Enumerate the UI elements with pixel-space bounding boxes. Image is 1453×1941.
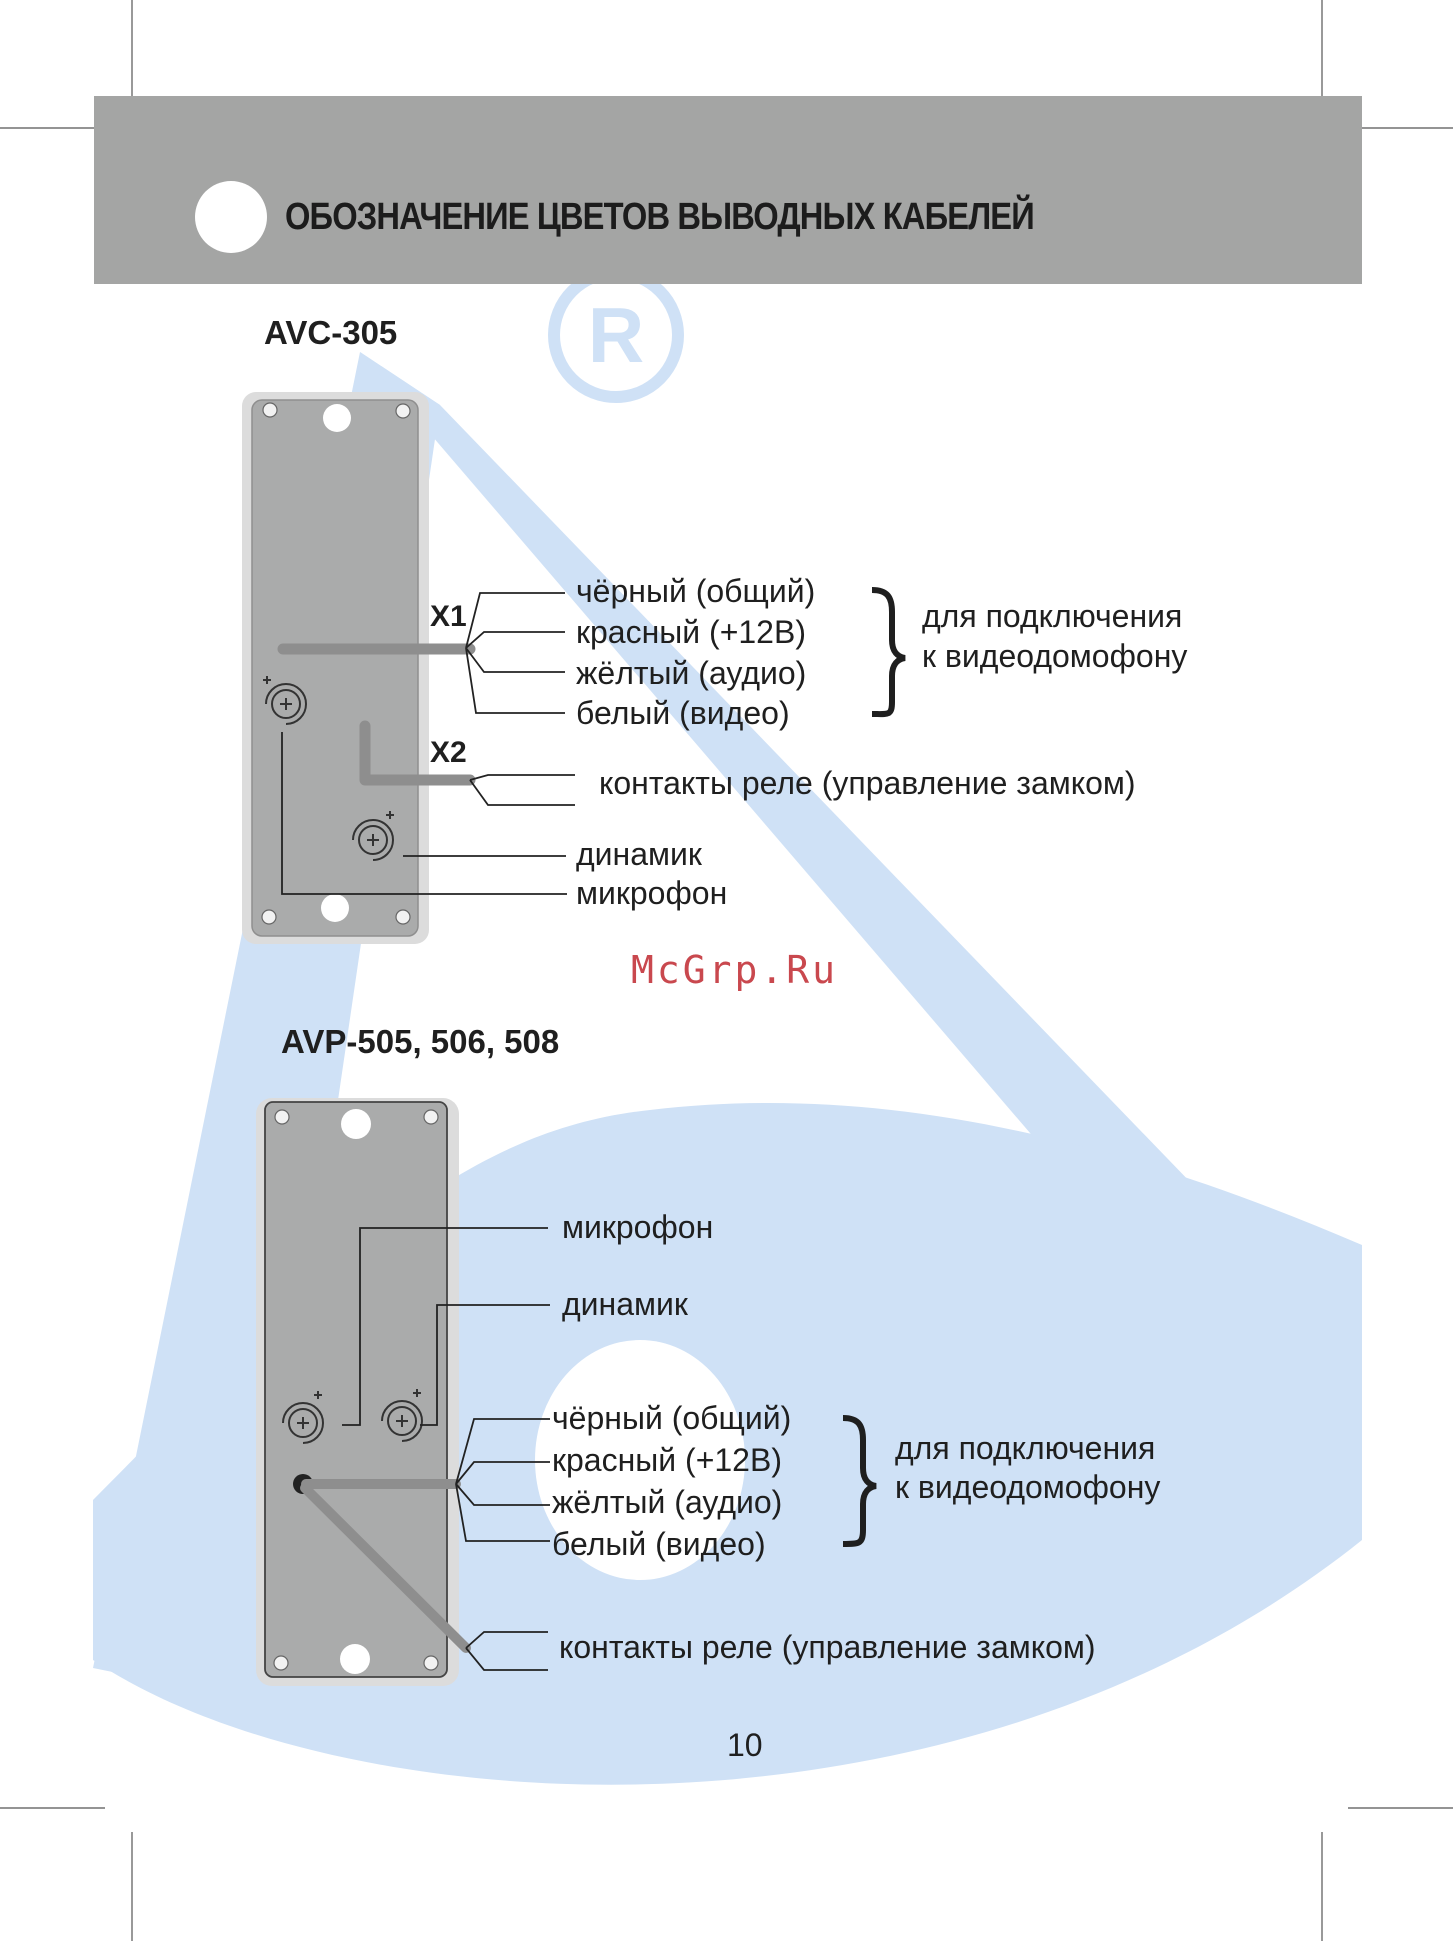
panel1-wire-black: чёрный (общий) (576, 573, 816, 609)
panel2-device (256, 1098, 876, 1686)
panel2-model-title: AVP-505, 506, 508 (281, 1023, 560, 1060)
svg-text:R: R (587, 291, 645, 379)
panel2-connect-note-line2: к видеодомофону (895, 1469, 1161, 1505)
panel1-speaker-label: динамик (576, 836, 702, 872)
panel2-relay-label: контакты реле (управление замком) (559, 1629, 1096, 1665)
panel1-wire-red: красный (+12В) (576, 614, 806, 650)
panel1-relay-label: контакты реле (управление замком) (599, 765, 1136, 801)
mount-hole-icon (340, 1644, 370, 1674)
panel2-wire-white: белый (видео) (552, 1526, 766, 1562)
panel2-speaker-label: динамик (562, 1286, 688, 1322)
wires-brace (843, 1418, 876, 1544)
panel1-x1-label: X1 (430, 600, 467, 633)
page-number: 10 (727, 1727, 763, 1763)
wires-brace (872, 590, 905, 714)
page-title: ОБОЗНАЧЕНИЕ ЦВЕТОВ ВЫВОДНЫХ КАБЕЛЕЙ (285, 196, 1034, 238)
panel2-wire-yellow: жёлтый (аудио) (552, 1484, 783, 1520)
watermark-text: McGrp.Ru (631, 948, 839, 992)
panel2-wire-black: чёрный (общий) (552, 1400, 792, 1436)
mount-hole-icon (321, 894, 349, 922)
panel1-connect-note-line1: для подключения (922, 598, 1183, 634)
panel1-mic-label: микрофон (576, 875, 728, 911)
panel1-wire-yellow: жёлтый (аудио) (576, 655, 807, 691)
panel2-wire-red: красный (+12В) (552, 1442, 782, 1478)
panel2-connect-note-line1: для подключения (895, 1430, 1156, 1466)
panel1-x2-label: X2 (430, 736, 467, 769)
panel1-model-title: AVC-305 (264, 314, 398, 351)
panel1-wire-white: белый (видео) (576, 695, 790, 731)
panel2-mic-label: микрофон (562, 1209, 714, 1245)
mount-hole-icon (341, 1109, 371, 1139)
panel1-connect-note-line2: к видеодомофону (922, 638, 1188, 674)
mount-hole-icon (323, 404, 351, 432)
